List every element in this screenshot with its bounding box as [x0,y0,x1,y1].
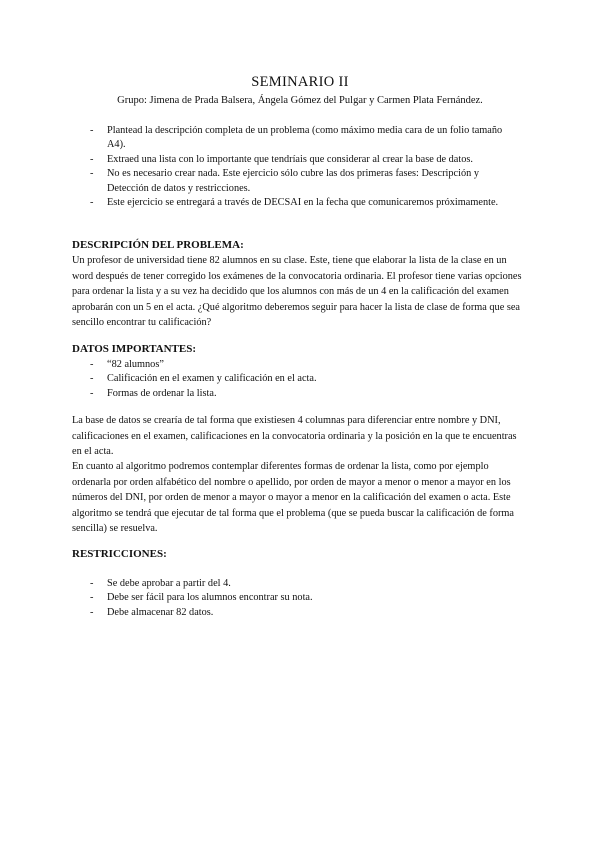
list-item: - Debe almacenar 82 datos. [90,606,520,620]
bullet-dash: - [90,387,94,399]
descripcion-heading: DESCRIPCIÓN DEL PROBLEMA: [72,239,244,251]
bullet-dash: - [90,373,94,385]
list-item: - Formas de ordenar la lista. [90,387,520,401]
list-item: - Se debe aprobar a partir del 4. [90,577,520,591]
list-item: - Debe ser fácil para los alumnos encontrar su nota. [90,591,520,605]
bullet-dash: - [90,592,94,604]
list-item: - No es necesario crear nada. Este ejercicio sólo cubre las dos primeras fases: Descripción y Detección de datos y restricciones. [90,168,479,194]
datos-list [90,358,520,401]
datos-heading: DATOS IMPORTANTES: [72,343,196,355]
list-item: - Este ejercicio se entregará a través de DECSAI en la fecha que comunicaremos próximamente. [90,196,520,210]
bullet-dash: - [90,578,94,589]
bullet-dash: - [90,197,94,209]
document-title: SEMINARIO II [251,74,349,90]
descripcion-text: Un profesor de universidad tiene 82 alumnos en su clase. Este, tiene que elaborar la lista de la clase en un word después de tener corregido los exámenes de la convocatoria ordinaria. El profesor tiene varias opciones para ordenar la lista y a su vez ha decidido que los alumnos con más de un 4 en la calificación del examen aprobarán con un 5 en el acta. ¿Qué algoritmo deberemos seguir para hacer la lista de clase de forma que sea sencillo encontrar tu calificación? [72,255,522,329]
restricciones-heading: RESTRICCIONES: [72,548,167,560]
list-item: - Plantead la descripción completa de un problema (como máximo media cara de un folio tamaño A4). [90,125,503,151]
bullet-dash: - [90,606,94,618]
restricciones-list [90,577,520,620]
bullet-dash: - [90,359,94,370]
list-item: - “82 alumnos” [90,358,520,372]
datos-paragraph-1: La base de datos se crearía de tal forma que existiesen 4 columnas para diferenciar entre nombre y DNI, calificaciones en el examen, calificaciones en la convocatoria ordinaria y la posición en la que te encuentras en el acta. [72,415,517,458]
group-members: Grupo: Jimena de Prada Balsera, Ángela Gómez del Pulgar y Carmen Plata Fernández. [117,95,483,106]
bullet-dash: - [90,125,94,136]
instructions-list [90,124,520,210]
bullet-dash: - [90,153,94,165]
datos-paragraph-2: En cuanto al algoritmo podremos contemplar diferentes formas de ordenar la lista, como por ejemplo ordenarla por orden alfabético del nombre o apellido, por orden de mayor a menor o menor a mayor en los números del DNI, por orden de menor a mayor o mayor a menor en la calificación del examen o acta. Este algoritmo se tendrá que ejecutar de tal forma que el problema (que se pueda buscar la calificación de forma sencilla) se resuelva. [72,461,514,535]
list-item: - Extraed una lista con lo importante que tendríais que considerar al crear la base de datos. [90,153,520,167]
list-item: - Calificación en el examen y calificación en el acta. [90,372,520,386]
bullet-dash: - [90,168,94,180]
